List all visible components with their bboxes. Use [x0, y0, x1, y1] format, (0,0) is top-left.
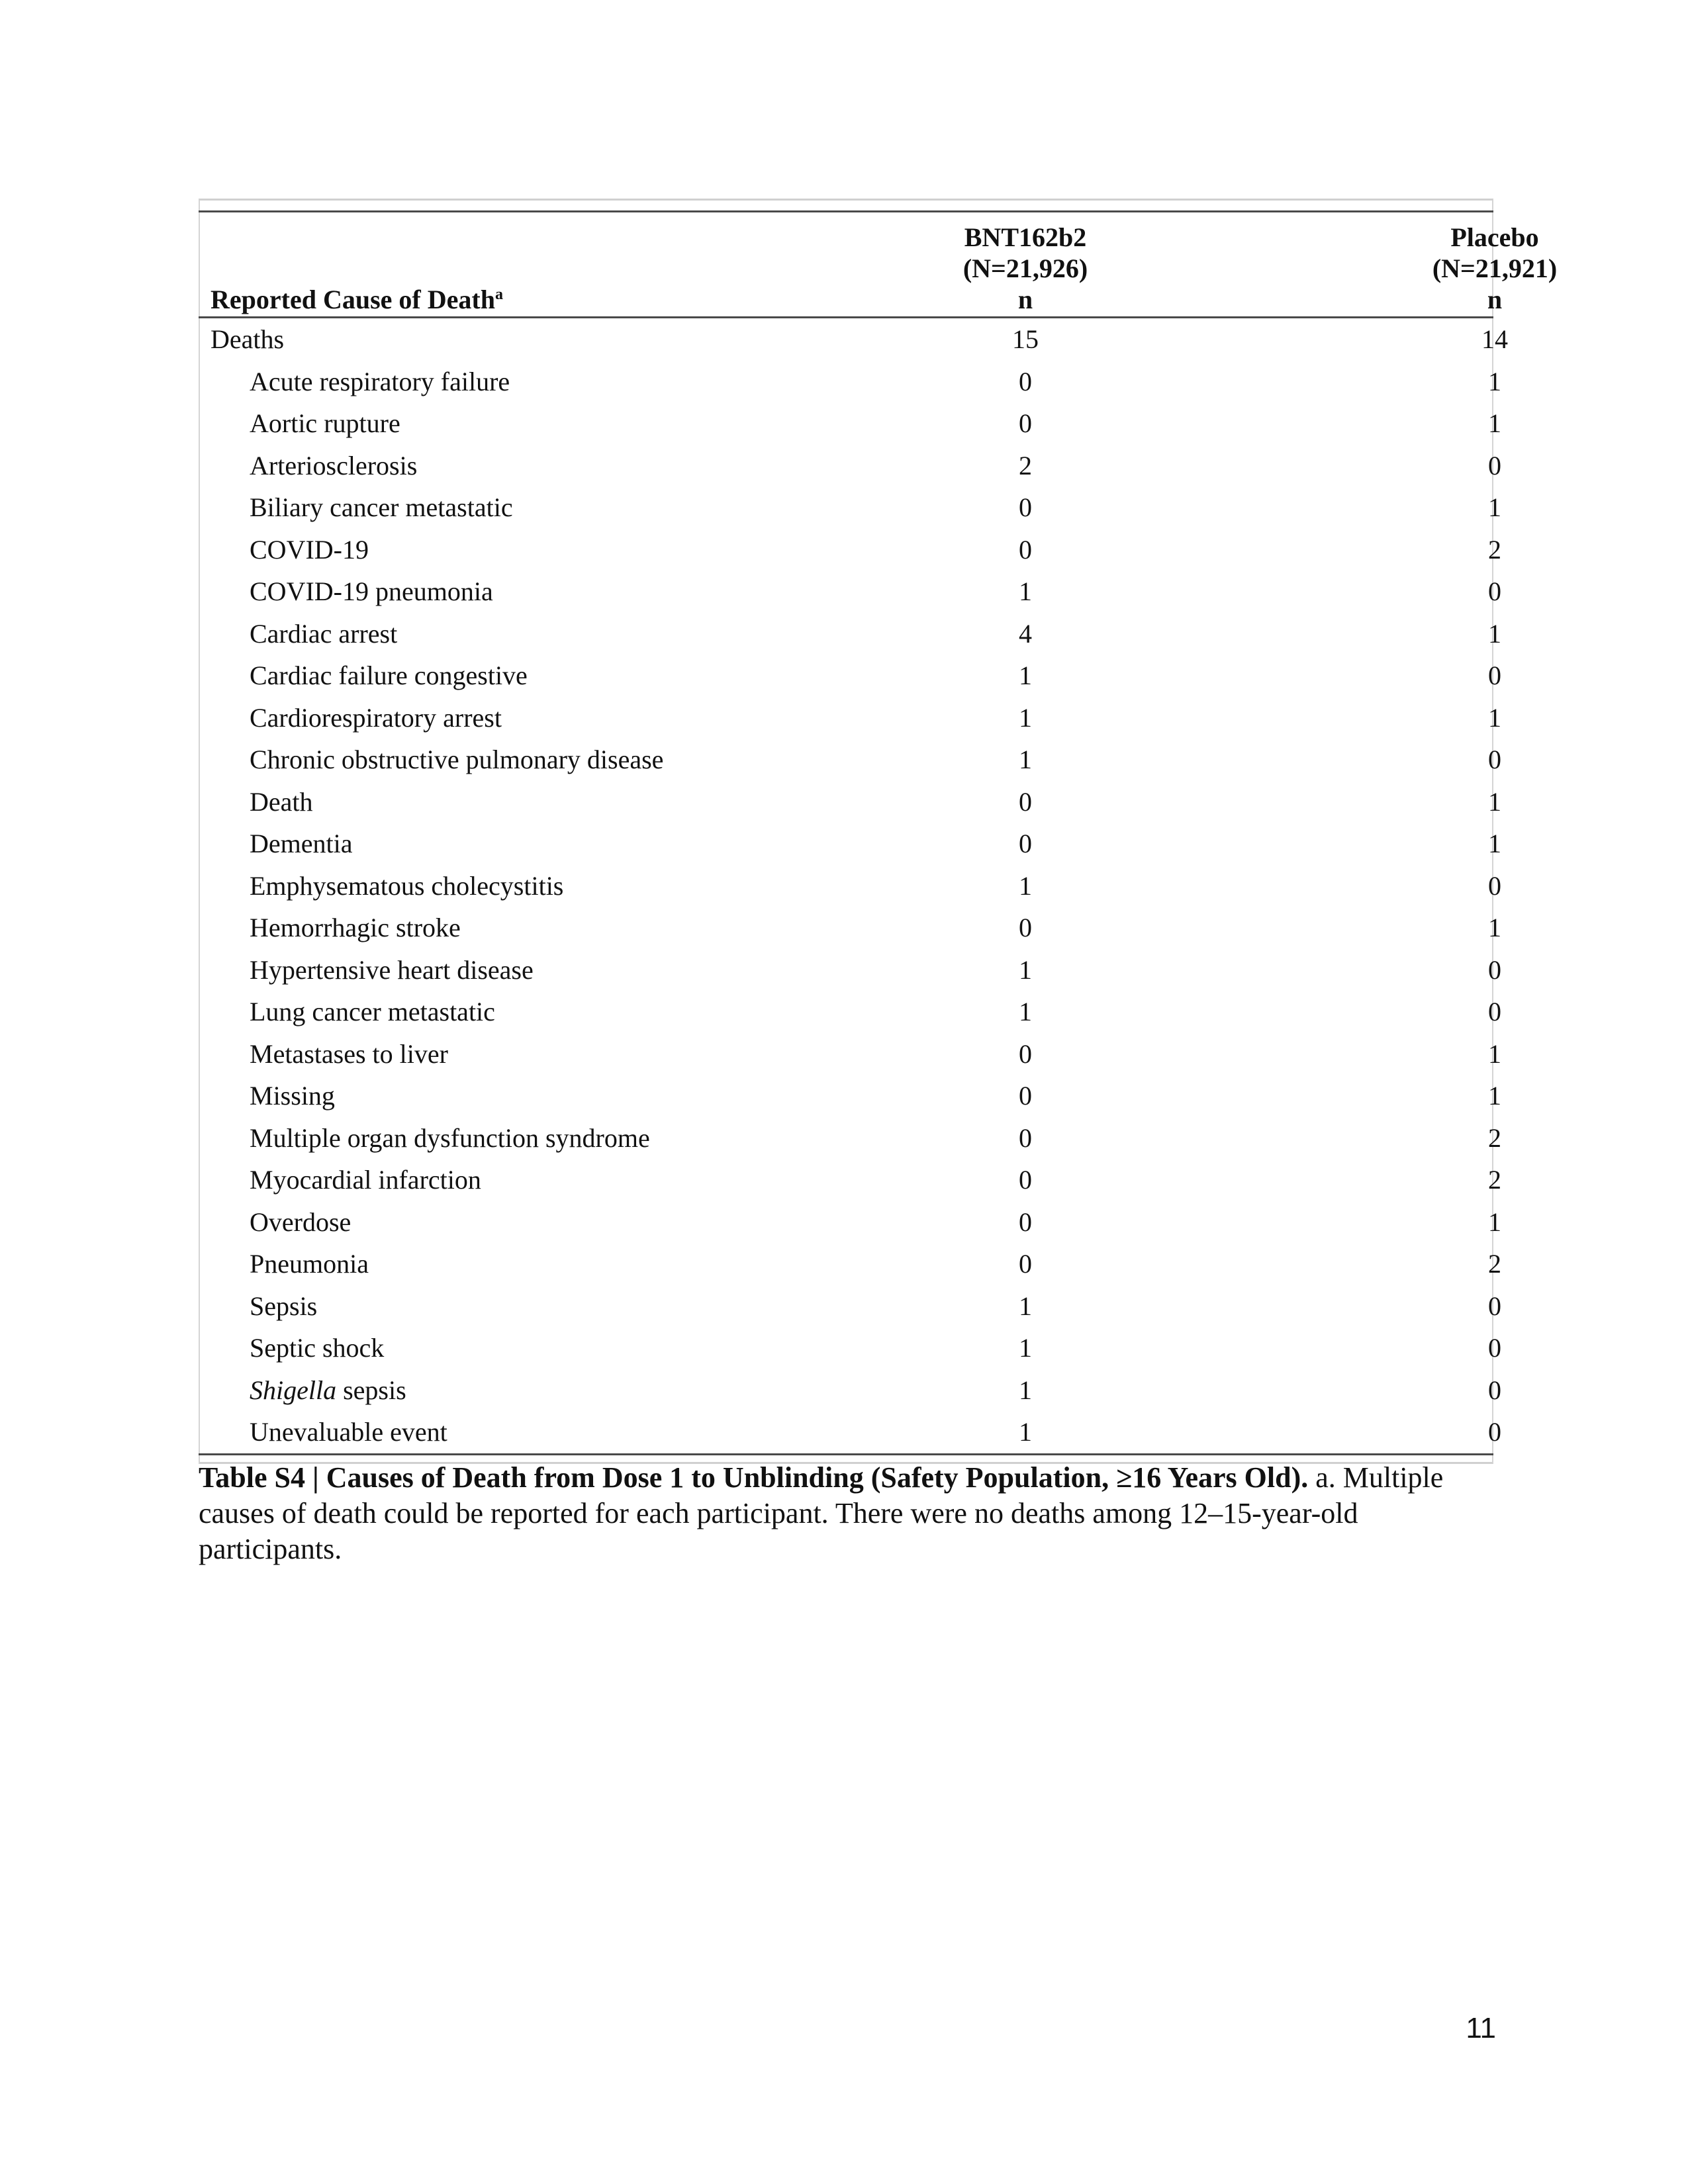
cell-placebo	[1162, 318, 1508, 361]
cell-placebo-value: 0	[1488, 1417, 1501, 1447]
cell-placebo	[1162, 570, 1501, 613]
cell-placebo	[1162, 1201, 1501, 1244]
cell-placebo-value: 2	[1488, 534, 1501, 565]
header-placebo	[1162, 212, 1558, 318]
cell-bnt162b2	[907, 1369, 1162, 1412]
cell-cause: Lung cancer metastatic	[250, 997, 495, 1027]
cell-bnt162b2	[907, 1411, 1162, 1454]
cell-cause-italic: Shigella	[250, 1375, 337, 1405]
cell-placebo-value: 0	[1488, 954, 1501, 985]
cell-cause: Myocardial infarction	[250, 1165, 481, 1195]
table-row	[199, 949, 1493, 991]
cell-bnt162b2	[907, 529, 1162, 571]
cell-bnt162b2	[907, 739, 1162, 781]
cell-bnt162b2	[907, 781, 1162, 823]
table-row	[199, 1033, 1493, 1075]
cell-placebo-value: 1	[1488, 913, 1501, 943]
cell-cause: Cardiac arrest	[250, 618, 398, 649]
cell-bnt162b2-value: 1	[1019, 1291, 1032, 1321]
cell-placebo-value: 0	[1488, 1291, 1501, 1321]
cell-cause: Chronic obstructive pulmonary disease	[250, 745, 664, 775]
table-row	[199, 318, 1493, 361]
cell-placebo-value: 1	[1488, 1206, 1501, 1237]
cell-bnt162b2	[907, 318, 1162, 361]
cell-placebo-value: 0	[1488, 450, 1501, 480]
cell-bnt162b2	[907, 402, 1162, 445]
cell-bnt162b2-value: 0	[1019, 366, 1032, 396]
cell-bnt162b2-value: 0	[1019, 1249, 1032, 1279]
cell-placebo	[1162, 613, 1501, 655]
cell-bnt162b2	[907, 697, 1162, 739]
cell-bnt162b2-value: 1	[1019, 997, 1032, 1027]
cell-cause: Aortic rupture	[250, 408, 400, 439]
header-placebo-total: (N=21,921)	[1432, 253, 1558, 283]
cell-placebo-value: 0	[1488, 660, 1501, 691]
cell-placebo	[1162, 697, 1501, 739]
cell-placebo	[1162, 486, 1501, 529]
cell-placebo-value: 1	[1488, 829, 1501, 859]
cell-cause: Hypertensive heart disease	[250, 954, 534, 985]
cell-cause: Cardiorespiratory arrest	[250, 702, 502, 733]
cell-bnt162b2	[907, 1327, 1162, 1369]
header-cause-footnote: a	[494, 286, 503, 303]
cell-bnt162b2-value: 1	[1019, 870, 1032, 901]
table-caption	[199, 1460, 1496, 1567]
cell-cause: Cardiac failure congestive	[250, 660, 528, 691]
page-number: 11	[1466, 2012, 1496, 2044]
causes-of-death-table	[199, 210, 1558, 1455]
cell-placebo	[1162, 361, 1501, 403]
cell-placebo	[1162, 1243, 1501, 1285]
table-row	[199, 402, 1493, 445]
cell-placebo-value: 1	[1488, 492, 1501, 523]
cell-placebo-value: 1	[1488, 618, 1501, 649]
cell-placebo	[1162, 655, 1501, 697]
cell-bnt162b2-value: 1	[1019, 954, 1032, 985]
cell-bnt162b2-value: 0	[1019, 1122, 1032, 1153]
cell-bnt162b2-value: 1	[1019, 1417, 1032, 1447]
caption-title: Table S4 | Causes of Death from Dose 1 to Unblinding (Safety Population, ≥16 Years Old).	[199, 1461, 1309, 1494]
table-row	[199, 865, 1493, 907]
table-row	[199, 907, 1493, 949]
cell-placebo-value: 14	[1481, 324, 1508, 355]
cell-bnt162b2-value: 0	[1019, 786, 1032, 817]
cell-placebo	[1162, 865, 1501, 907]
cell-placebo	[1162, 1159, 1501, 1201]
cell-bnt162b2-value: 0	[1019, 534, 1032, 565]
cell-bnt162b2	[907, 445, 1162, 487]
cell-bnt162b2-value: 0	[1019, 408, 1032, 439]
cell-bnt162b2	[907, 1117, 1162, 1160]
table-row	[199, 1285, 1493, 1328]
table-row	[199, 823, 1493, 865]
cell-placebo	[1162, 991, 1501, 1033]
cell-bnt162b2-value: 1	[1019, 745, 1032, 775]
cell-bnt162b2	[907, 865, 1162, 907]
cell-bnt162b2-value: 0	[1019, 1206, 1032, 1237]
table-row	[199, 655, 1493, 697]
cell-cause: Metastases to liver	[250, 1038, 448, 1069]
table-row	[199, 570, 1493, 613]
cell-cause: Septic shock	[250, 1333, 385, 1363]
cell-placebo-value: 1	[1488, 408, 1501, 439]
header-bnt162b2-total: (N=21,926)	[962, 253, 1088, 283]
cell-cause: Deaths	[211, 324, 285, 355]
cell-placebo	[1162, 402, 1501, 445]
header-placebo-name: Placebo	[1450, 222, 1539, 252]
cell-placebo	[1162, 1411, 1501, 1454]
cell-cause: Unevaluable event	[250, 1417, 447, 1447]
table-row	[199, 781, 1493, 823]
cell-bnt162b2	[907, 907, 1162, 949]
cell-bnt162b2	[907, 1033, 1162, 1075]
header-bnt162b2	[907, 212, 1162, 318]
cell-placebo-value: 0	[1488, 745, 1501, 775]
table-body	[199, 318, 1508, 1455]
cell-placebo-value: 0	[1488, 1375, 1501, 1405]
table-row	[199, 1243, 1493, 1285]
header-cause-label: Reported Cause of Death	[211, 285, 495, 314]
table-row	[199, 486, 1493, 529]
cell-cause: Pneumonia	[250, 1249, 369, 1279]
table-row	[199, 361, 1493, 403]
table-row	[199, 1411, 1493, 1454]
cell-cause: Emphysematous cholecystitis	[250, 870, 564, 901]
cell-placebo-value: 1	[1488, 786, 1501, 817]
cell-placebo	[1162, 445, 1501, 487]
table-row	[199, 1327, 1493, 1369]
cell-bnt162b2-value: 2	[1019, 450, 1032, 480]
cell-cause: Missing	[250, 1081, 335, 1111]
cell-cause: Dementia	[250, 829, 353, 859]
cell-bnt162b2	[907, 1285, 1162, 1328]
cell-placebo	[1162, 739, 1501, 781]
cell-bnt162b2-value: 1	[1019, 702, 1032, 733]
cell-cause: Multiple organ dysfunction syndrome	[250, 1122, 650, 1153]
cell-cause: Biliary cancer metastatic	[250, 492, 513, 523]
cell-bnt162b2	[907, 570, 1162, 613]
table-row	[199, 613, 1493, 655]
cell-bnt162b2-value: 1	[1019, 1375, 1032, 1405]
cell-cause: Death	[250, 786, 313, 817]
table-row	[199, 1201, 1493, 1244]
cell-placebo-value: 0	[1488, 1333, 1501, 1363]
cell-bnt162b2-value: 1	[1019, 576, 1032, 607]
cell-bnt162b2	[907, 1159, 1162, 1201]
header-bnt162b2-name: BNT162b2	[964, 222, 1087, 252]
cell-bnt162b2	[907, 655, 1162, 697]
cell-bnt162b2-value: 0	[1019, 1081, 1032, 1111]
cell-bnt162b2-value: 4	[1019, 618, 1032, 649]
table-row	[199, 445, 1493, 487]
cell-placebo	[1162, 1327, 1501, 1369]
cell-placebo-value: 2	[1488, 1249, 1501, 1279]
cell-bnt162b2	[907, 613, 1162, 655]
cell-placebo-value: 0	[1488, 576, 1501, 607]
cell-placebo-value: 0	[1488, 870, 1501, 901]
cell-placebo	[1162, 781, 1501, 823]
table-row	[199, 739, 1493, 781]
caption-text: a. Multiple causes of death could be reported for each participant. There were no deaths among 12–15-year-old participants.	[199, 1461, 1444, 1565]
cell-placebo-value: 2	[1488, 1165, 1501, 1195]
cell-placebo	[1162, 1285, 1501, 1328]
cell-bnt162b2-value: 0	[1019, 829, 1032, 859]
cell-placebo-value: 2	[1488, 1122, 1501, 1153]
header-bnt162b2-unit: n	[1017, 285, 1033, 314]
cell-bnt162b2	[907, 823, 1162, 865]
cell-cause: Overdose	[250, 1206, 352, 1237]
cell-cause: Acute respiratory failure	[250, 366, 510, 396]
cell-bnt162b2	[907, 1075, 1162, 1117]
cell-placebo-value: 1	[1488, 702, 1501, 733]
table-row	[199, 1075, 1493, 1117]
cell-bnt162b2-value: 1	[1019, 660, 1032, 691]
cell-cause: Hemorrhagic stroke	[250, 913, 461, 943]
table-row	[199, 991, 1493, 1033]
cell-placebo	[1162, 949, 1501, 991]
cell-bnt162b2-value: 0	[1019, 913, 1032, 943]
cell-bnt162b2-value: 0	[1019, 492, 1032, 523]
cell-bnt162b2	[907, 1201, 1162, 1244]
cell-bnt162b2-value: 1	[1019, 1333, 1032, 1363]
cell-bnt162b2	[907, 1243, 1162, 1285]
table-header-row	[199, 212, 1493, 318]
cell-placebo	[1162, 1117, 1501, 1160]
cell-placebo-value: 1	[1488, 1081, 1501, 1111]
cell-cause	[199, 1369, 907, 1412]
cell-placebo-value: 0	[1488, 997, 1501, 1027]
cell-placebo	[1162, 907, 1501, 949]
cell-placebo	[1162, 1369, 1501, 1412]
header-placebo-unit: n	[1487, 285, 1503, 314]
cell-cause-rest: sepsis	[336, 1375, 406, 1405]
cell-placebo-value: 1	[1488, 366, 1501, 396]
cell-bnt162b2	[907, 486, 1162, 529]
table-row	[199, 529, 1493, 571]
cell-placebo	[1162, 823, 1501, 865]
header-cause	[199, 212, 907, 318]
table-row	[199, 1369, 1493, 1412]
cell-placebo	[1162, 1033, 1501, 1075]
cell-cause: COVID-19	[250, 534, 369, 565]
cell-cause: Arteriosclerosis	[250, 450, 418, 480]
cell-bnt162b2	[907, 991, 1162, 1033]
table-row	[199, 1159, 1493, 1201]
cell-bnt162b2-value: 0	[1019, 1165, 1032, 1195]
cell-bnt162b2-value: 0	[1019, 1038, 1032, 1069]
cell-bnt162b2-value: 15	[1012, 324, 1039, 355]
cell-placebo	[1162, 529, 1501, 571]
cell-bnt162b2	[907, 949, 1162, 991]
cell-placebo	[1162, 1075, 1501, 1117]
cell-cause: Sepsis	[250, 1291, 318, 1321]
cell-bnt162b2	[907, 361, 1162, 403]
table-row	[199, 1117, 1493, 1160]
table-row	[199, 697, 1493, 739]
cell-cause: COVID-19 pneumonia	[250, 576, 493, 607]
cell-placebo-value: 1	[1488, 1038, 1501, 1069]
